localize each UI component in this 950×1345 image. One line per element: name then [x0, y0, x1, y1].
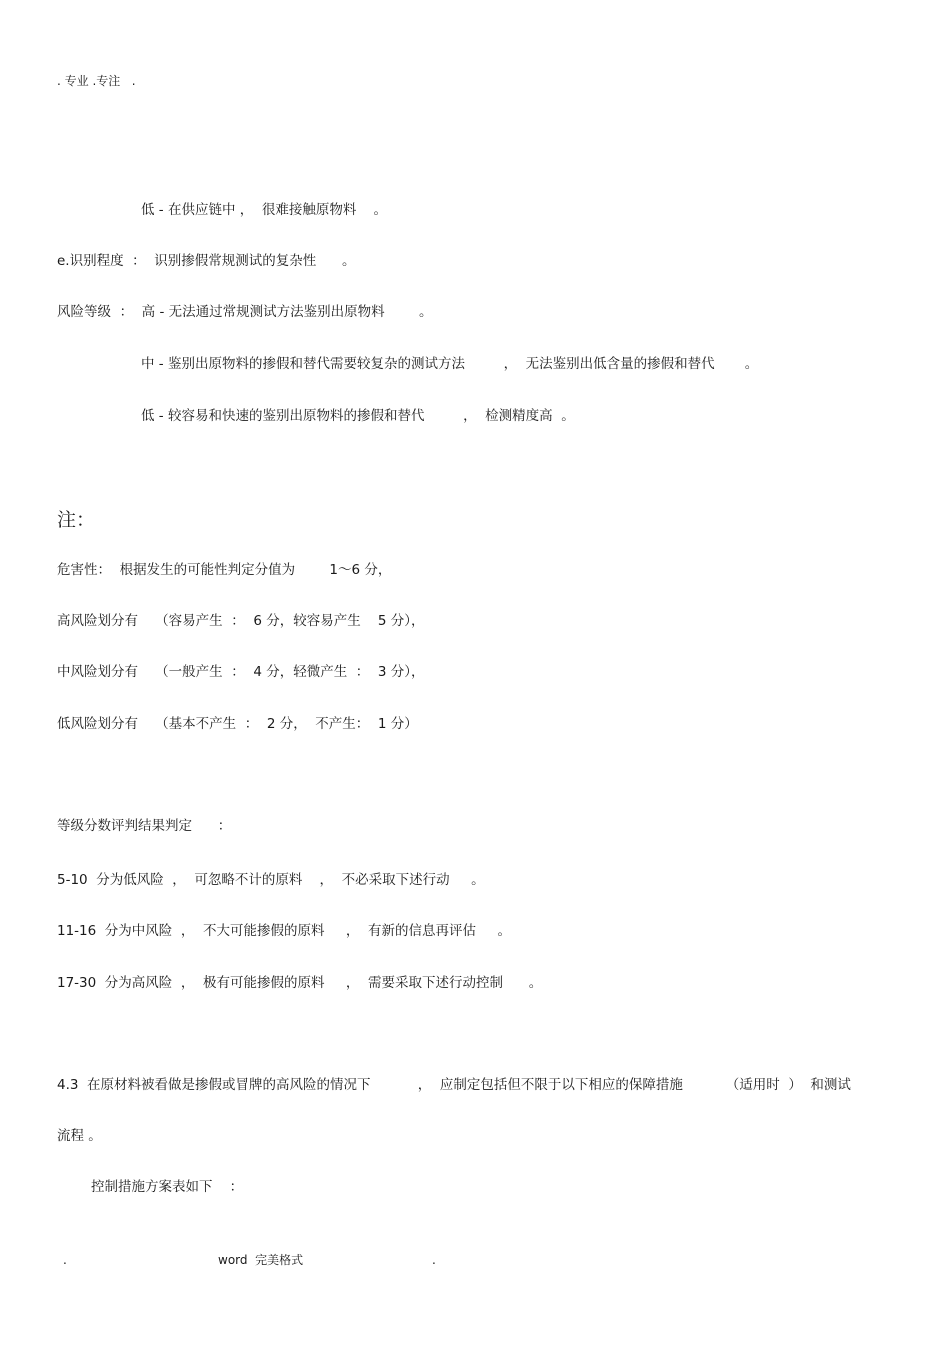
risk-level-high-line: 风险等级 ： 高 - 无法通过常规测试方法鉴别出原物料 。 — [57, 304, 433, 320]
footer-dot-right: . — [432, 1253, 436, 1267]
grade-high-line: 17-30 分为高风险 ， 极有可能掺假的原料 ， 需要采取下述行动控制 。 — [57, 975, 543, 991]
page-header: . 专业 .专注 . — [57, 74, 136, 88]
section-4-3-line1: 4.3 在原材料被看做是掺假或冒牌的高风险的情况下 ， 应制定包括但不限于以下相应的保障措施 （适用时 ） 和测试 — [57, 1077, 851, 1093]
mid-risk-score-line: 中风险划分有 （一般产生 ： 4 分，轻微产生 ： 3 分）， — [57, 664, 425, 680]
low-risk-score-line: 低风险划分有 （基本不产生 ： 2 分， 不产生： 1 分） — [57, 716, 418, 732]
control-plan-line: 控制措施方案表如下 ： — [91, 1179, 244, 1195]
grade-title: 等级分数评判结果判定 ： — [57, 818, 232, 834]
hazard-line: 危害性： 根据发生的可能性判定分值为 1～6 分， — [57, 562, 392, 578]
low-supply-line: 低 - 在供应链中 ， 很难接触原物料 。 — [141, 202, 387, 218]
risk-level-low-line: 低 - 较容易和快速的鉴别出原物料的掺假和替代 ， 检测精度高 。 — [141, 408, 575, 424]
note-title: 注： — [57, 509, 96, 531]
identify-degree-line: e.识别程度 ： 识别掺假常规测试的复杂性 。 — [57, 253, 356, 269]
risk-level-mid-line: 中 - 鉴别出原物料的掺假和替代需要较复杂的测试方法 ， 无法鉴别出低含量的掺假和替代 。 — [141, 356, 759, 372]
grade-mid-line: 11-16 分为中风险 ， 不大可能掺假的原料 ， 有新的信息再评估 。 — [57, 923, 511, 939]
grade-low-line: 5-10 分为低风险 ， 可忽略不计的原料 ， 不必采取下述行动 。 — [57, 872, 485, 888]
footer-dot-left: . — [63, 1253, 67, 1267]
section-4-3-line2: 流程 。 — [57, 1128, 102, 1144]
high-risk-score-line: 高风险划分有 （容易产生 ： 6 分，较容易产生 5 分）， — [57, 613, 425, 629]
footer-word-text: word 完美格式 — [218, 1253, 304, 1267]
